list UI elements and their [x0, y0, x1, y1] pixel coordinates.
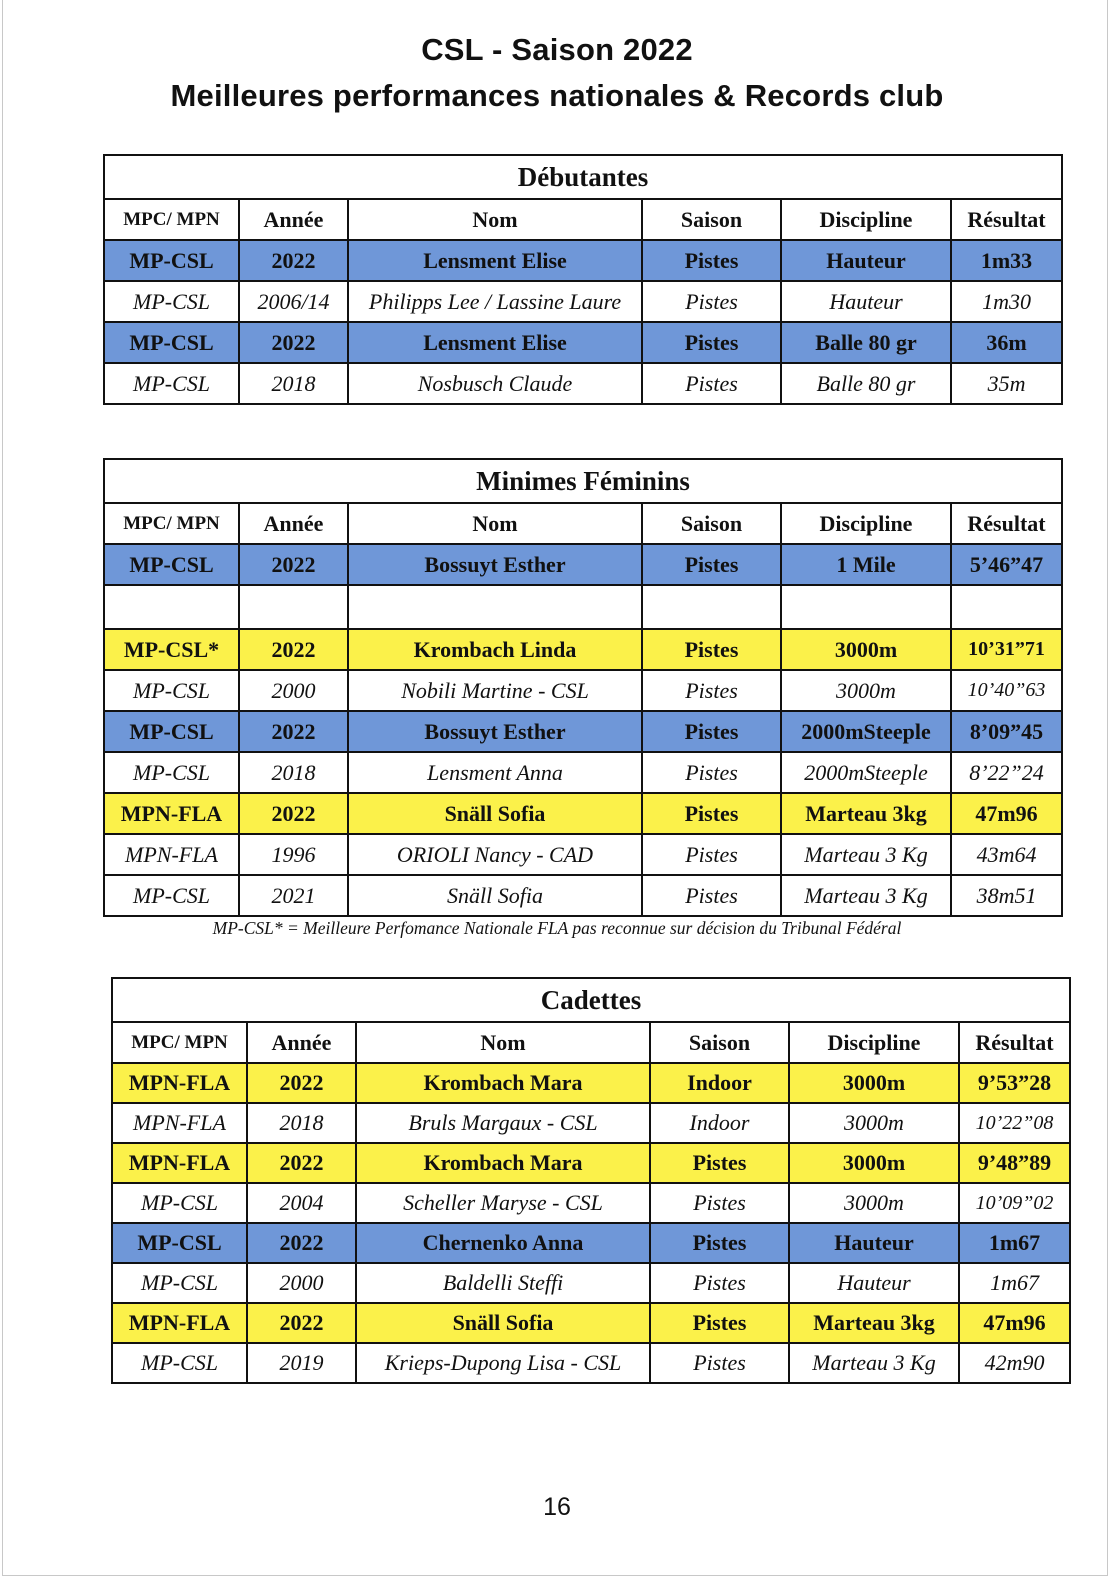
table-cell: Krombach Linda [348, 629, 642, 670]
table-cell: 2022 [239, 322, 348, 363]
table-cell: 1 Mile [781, 544, 951, 585]
table-cell: Krombach Mara [356, 1063, 650, 1103]
table-cell: 1m30 [951, 281, 1062, 322]
column-header: Nom [356, 1022, 650, 1063]
table-cell: Pistes [650, 1183, 789, 1223]
table-cell: 2022 [239, 629, 348, 670]
table-row [112, 1183, 1070, 1223]
column-header: Discipline [781, 199, 951, 240]
table-cell [348, 585, 642, 629]
table-cell: Nobili Martine - CSL [348, 670, 642, 711]
table-cell: Krieps-Dupong Lisa - CSL [356, 1343, 650, 1383]
table-cell: Lensment Elise [348, 322, 642, 363]
table-cell: Pistes [642, 363, 781, 404]
table-cell: Hauteur [789, 1223, 959, 1263]
table-cell: Balle 80 gr [781, 322, 951, 363]
table-cell: MP-CSL [112, 1183, 247, 1223]
table-cell: 2018 [239, 752, 348, 793]
table-row [104, 752, 1062, 793]
table-cell: 2022 [239, 793, 348, 834]
table-cell: 2004 [247, 1183, 356, 1223]
table-cell: Snäll Sofia [348, 793, 642, 834]
table-cell: MPN-FLA [104, 834, 239, 875]
table-cell: MPN-FLA [104, 793, 239, 834]
table-cell: MP-CSL [112, 1343, 247, 1383]
table-cell: Bruls Margaux - CSL [356, 1103, 650, 1143]
table-cell: MP-CSL [104, 711, 239, 752]
table-cell: 10’31”71 [951, 629, 1062, 670]
table-cell: 5’46”47 [951, 544, 1062, 585]
table-cell: MP-CSL [104, 670, 239, 711]
table-cell: 2000 [247, 1263, 356, 1303]
table-cell: MP-CSL [104, 752, 239, 793]
table-cell: 42m90 [959, 1343, 1070, 1383]
table-cell: MPN-FLA [112, 1303, 247, 1343]
table-cell: Bossuyt Esther [348, 711, 642, 752]
page-number: 16 [543, 1493, 571, 1521]
table-cell: 10’40”63 [951, 670, 1062, 711]
table-cell: 8’09”45 [951, 711, 1062, 752]
table-cell: Balle 80 gr [781, 363, 951, 404]
table-cell: Snäll Sofia [356, 1303, 650, 1343]
section-title: Débutantes [104, 155, 1062, 199]
table-cell: MP-CSL [104, 363, 239, 404]
column-header: MPC/ MPN [112, 1022, 247, 1063]
table-cell: Hauteur [781, 240, 951, 281]
table-cell: MP-CSL [104, 281, 239, 322]
table-row [112, 1143, 1070, 1183]
column-header: Saison [650, 1022, 789, 1063]
table-cell: Pistes [642, 793, 781, 834]
table-cell: MPN-FLA [112, 1063, 247, 1103]
header-row [104, 503, 1062, 544]
table-cadettes [111, 977, 1071, 1384]
column-header: MPC/ MPN [104, 199, 239, 240]
column-header: Discipline [781, 503, 951, 544]
page-subtitle: Meilleures performances nationales & Records club [170, 78, 944, 113]
table-cell: MP-CSL* [104, 629, 239, 670]
table-cell: Pistes [650, 1263, 789, 1303]
table-cell: Hauteur [789, 1263, 959, 1303]
table-cell: 1m67 [959, 1223, 1070, 1263]
table-cell: Hauteur [781, 281, 951, 322]
table-cell: Bossuyt Esther [348, 544, 642, 585]
table-row [104, 363, 1062, 404]
column-header: Nom [348, 199, 642, 240]
table-cell: 3000m [781, 629, 951, 670]
table-row [104, 240, 1062, 281]
table-cell: 2000mSteeple [781, 752, 951, 793]
table-cell: MP-CSL [104, 544, 239, 585]
table-cell: Pistes [642, 670, 781, 711]
column-header: Discipline [789, 1022, 959, 1063]
table-cell: Scheller Maryse - CSL [356, 1183, 650, 1223]
table-cell: 3000m [781, 670, 951, 711]
table-row [104, 544, 1062, 585]
table-row [112, 1303, 1070, 1343]
table-cell: 43m64 [951, 834, 1062, 875]
table-cell: 10’22”08 [959, 1103, 1070, 1143]
table-cell: 9’48”89 [959, 1143, 1070, 1183]
table-cell: Indoor [650, 1103, 789, 1143]
table-cell: Marteau 3 Kg [781, 875, 951, 916]
table-row [112, 1063, 1070, 1103]
table-cell: Nosbusch Claude [348, 363, 642, 404]
table-row [104, 875, 1062, 916]
table-row [112, 1103, 1070, 1143]
table-cell: Pistes [642, 544, 781, 585]
table-cell: 3000m [789, 1143, 959, 1183]
table-row [112, 1263, 1070, 1303]
table-row [104, 793, 1062, 834]
table-cell: Lensment Anna [348, 752, 642, 793]
section-title: Cadettes [112, 978, 1070, 1022]
column-header: Année [247, 1022, 356, 1063]
column-header: Année [239, 199, 348, 240]
table-cell: 2022 [247, 1223, 356, 1263]
column-header: Résultat [951, 199, 1062, 240]
table-cell: 1m33 [951, 240, 1062, 281]
table-cell: MP-CSL [104, 322, 239, 363]
column-header: Saison [642, 503, 781, 544]
table-row [104, 834, 1062, 875]
table-cell: Pistes [642, 281, 781, 322]
table-cell: 2022 [247, 1303, 356, 1343]
table-cell: Pistes [642, 711, 781, 752]
table-cell [104, 585, 239, 629]
table-cell: Pistes [642, 834, 781, 875]
table-row [104, 629, 1062, 670]
table-cell: 1996 [239, 834, 348, 875]
table-cell: 38m51 [951, 875, 1062, 916]
column-header: MPC/ MPN [104, 503, 239, 544]
table-cell: Pistes [642, 752, 781, 793]
table-cell: Pistes [642, 875, 781, 916]
column-header: Résultat [959, 1022, 1070, 1063]
column-header: Saison [642, 199, 781, 240]
footnote: MP-CSL* = Meilleure Perfomance Nationale FLA pas reconnue sur décision du Tribunal Fédéral [212, 918, 902, 938]
table-row [104, 585, 1062, 629]
table-cell [781, 585, 951, 629]
table-cell: Baldelli Steffi [356, 1263, 650, 1303]
table-cell: 2022 [247, 1063, 356, 1103]
table-debutantes [103, 154, 1063, 405]
table-cell: 3000m [789, 1063, 959, 1103]
header-row [112, 1022, 1070, 1063]
table-cell: 35m [951, 363, 1062, 404]
table-cell: Philipps Lee / Lassine Laure [348, 281, 642, 322]
table-cell: Lensment Elise [348, 240, 642, 281]
table-cell: 2022 [247, 1143, 356, 1183]
table-row [112, 1343, 1070, 1383]
table-cell: MP-CSL [104, 240, 239, 281]
table-cell: 2000mSteeple [781, 711, 951, 752]
table-cell: 47m96 [951, 793, 1062, 834]
column-header: Année [239, 503, 348, 544]
table-cell: 2022 [239, 544, 348, 585]
table-cell: 8’22”24 [951, 752, 1062, 793]
table-cell: Marteau 3kg [789, 1303, 959, 1343]
section-title: Minimes Féminins [104, 459, 1062, 503]
table-cell: 1m67 [959, 1263, 1070, 1303]
table-cell: 2018 [247, 1103, 356, 1143]
table-cell: Pistes [650, 1223, 789, 1263]
table-cell: 10’09”02 [959, 1183, 1070, 1223]
table-cell: 2006/14 [239, 281, 348, 322]
table-cell: Marteau 3kg [781, 793, 951, 834]
table-cell: 2019 [247, 1343, 356, 1383]
table-cell: 2018 [239, 363, 348, 404]
table-cell: Krombach Mara [356, 1143, 650, 1183]
header-row [104, 199, 1062, 240]
table-row [104, 711, 1062, 752]
table-cell: Pistes [650, 1343, 789, 1383]
table-cell: 3000m [789, 1103, 959, 1143]
table-cell: 2000 [239, 670, 348, 711]
table-cell: Snäll Sofia [348, 875, 642, 916]
table-cell: Pistes [642, 629, 781, 670]
table-cell: Marteau 3 Kg [789, 1343, 959, 1383]
table-cell: 2022 [239, 711, 348, 752]
column-header: Résultat [951, 503, 1062, 544]
table-cell: 47m96 [959, 1303, 1070, 1343]
table-cell: MPN-FLA [112, 1103, 247, 1143]
table-cell: Pistes [642, 322, 781, 363]
table-cell: Pistes [650, 1143, 789, 1183]
table-cell: MPN-FLA [112, 1143, 247, 1183]
table-cell: MP-CSL [112, 1263, 247, 1303]
column-header: Nom [348, 503, 642, 544]
page-title: CSL - Saison 2022 [421, 32, 693, 67]
table-cell [239, 585, 348, 629]
table-cell: ORIOLI Nancy - CAD [348, 834, 642, 875]
table-cell [951, 585, 1062, 629]
table-cell [642, 585, 781, 629]
table-cell: 2022 [239, 240, 348, 281]
table-cell: 3000m [789, 1183, 959, 1223]
table-cell: Pistes [650, 1303, 789, 1343]
table-row [112, 1223, 1070, 1263]
table-cell: Marteau 3 Kg [781, 834, 951, 875]
table-cell: MP-CSL [104, 875, 239, 916]
table-minimes-feminins [103, 458, 1063, 917]
table-cell: 36m [951, 322, 1062, 363]
table-row [104, 322, 1062, 363]
table-cell: Chernenko Anna [356, 1223, 650, 1263]
table-cell: MP-CSL [112, 1223, 247, 1263]
table-row [104, 670, 1062, 711]
table-cell: 9’53”28 [959, 1063, 1070, 1103]
table-cell: 2021 [239, 875, 348, 916]
table-row [104, 281, 1062, 322]
table-cell: Pistes [642, 240, 781, 281]
table-cell: Indoor [650, 1063, 789, 1103]
